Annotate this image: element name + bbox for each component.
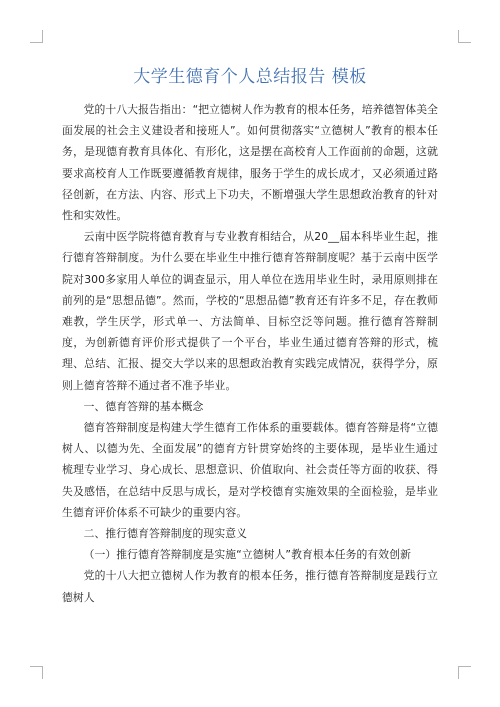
section-heading-1: 一、德育答辩的基本概念: [83, 399, 204, 413]
section-heading-2: 二、推行德育答辩制度的现实意义: [83, 527, 248, 541]
paragraph-yunnan: 云南中医学院将德育教育与专业教育相结合，从20__届本科毕业生起，推行德育答辩制度。为什么要在毕业生中推行德育答辩制度呢？基于云南中医学院对300多家用人单位的调查显示，用人单位在选用毕业生时，录用原则排在前列的是“思想品德”。然而，学校的“思想品德”教育还有许多不足，存在教师难教，学生厌学，形式单一、方法简单、目标空泛等问题。推行德育答辩制度，为创新德育评价形式提供了一个平台，毕业生通过德育答辩的形式，梳理、总结、汇报、提交大学以来的思想政治教育实践完成情况，获得学分，原则上德育答辩不通过者不准予毕业。: [62, 230, 438, 392]
paragraph-intro: 党的十八大报告指出：“把立德树人作为教育的根本任务，培养德智体美全面发展的社会主义建设者和接班人”。如何贯彻落实“立德树人”教育的根本任务，是现德育教育具体化、有形化，这是摆在高校育人工作面前的命题，这就要求高校育人工作既要遵循教育规律，服务于学生的成长成才，又必须通过路径创新，在方法、内容、形式上下功夫，不断增强大学生思想政治教育的针对性和实效性。: [62, 103, 438, 223]
paragraph-last: 党的十八大把立德树人作为教育的根本任务，推行德育答辩制度是践行立德树人: [62, 569, 438, 604]
crop-mark-top-right: [458, 30, 471, 43]
crop-mark-bottom-right: [458, 666, 471, 679]
crop-mark-bottom-left: [30, 666, 43, 679]
paragraph-concept: 德育答辩制度是构建大学生德育工作体系的重要载体。德育答辩是将“立德树人、以德为先、全面发展”的德育方针贯穿始终的主要体现，是毕业生通过梳理专业学习、身心成长、思想意识、价值取向、社会责任等方面的收获、得失及感悟，在总结中反思与成长，是对学校德育实施效果的全面检验，是毕业生德育评价体系不可缺少的重要内容。: [62, 421, 438, 519]
crop-mark-top-left: [30, 30, 43, 43]
subsection-heading-1: （一）推行德育答辩制度是实施“立德树人”教育根本任务的有效创新: [83, 548, 411, 562]
document-title: 大学生德育个人总结报告 模板: [133, 67, 367, 87]
document-body: [62, 99, 438, 608]
